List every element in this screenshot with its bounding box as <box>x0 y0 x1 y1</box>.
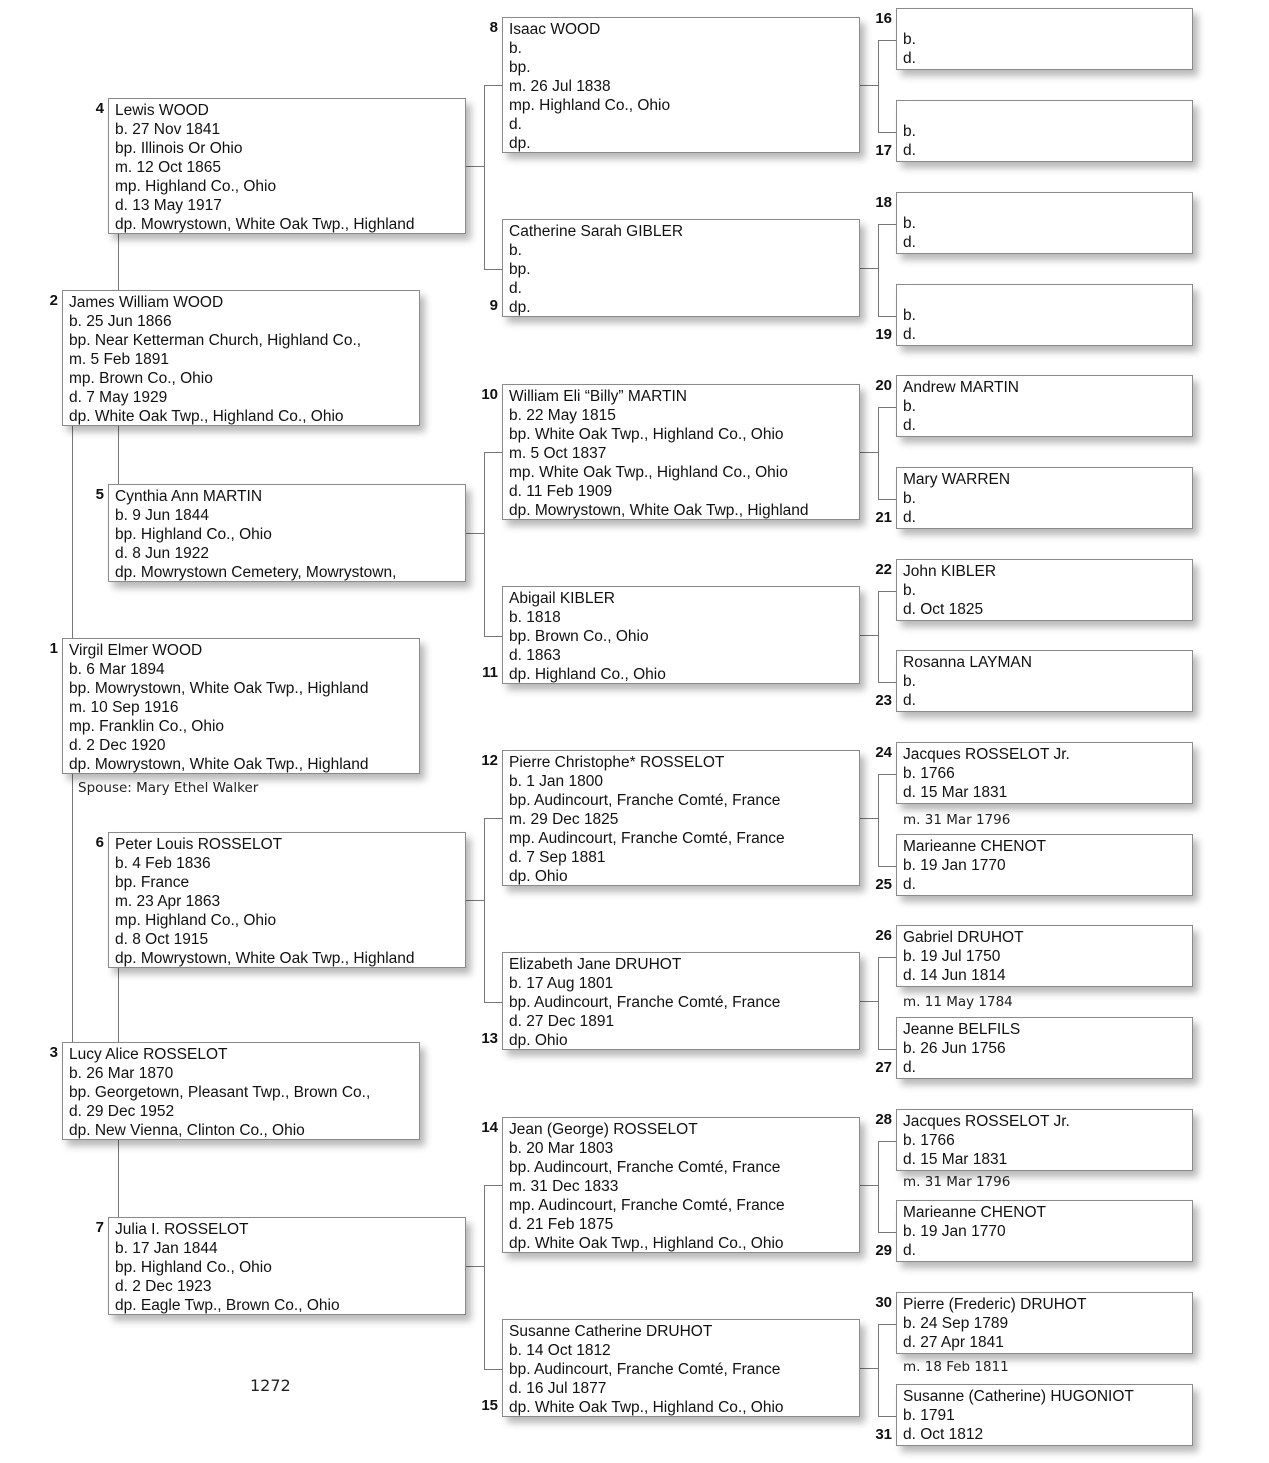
person-box[interactable] <box>502 1117 860 1253</box>
connector-line <box>878 1232 896 1233</box>
ahnentafel-number: 19 <box>875 326 892 343</box>
person-detail: d. <box>903 1059 916 1076</box>
person-box[interactable] <box>896 650 1193 712</box>
person-detail: bp. <box>509 59 531 76</box>
person-box[interactable] <box>896 8 1193 70</box>
person-detail: dp. Mowrystown, White Oak Twp., Highland <box>69 756 369 773</box>
person-detail: d. 15 Mar 1831 <box>903 1151 1008 1168</box>
person-detail: dp. White Oak Twp., Highland Co., Ohio <box>69 408 344 425</box>
ahnentafel-number: 28 <box>875 1111 892 1128</box>
person-detail: bp. Near Ketterman Church, Highland Co., <box>69 332 362 349</box>
connector-line <box>878 957 896 958</box>
person-detail: b. 22 May 1815 <box>509 407 616 424</box>
ahnentafel-number: 1 <box>49 640 58 657</box>
person-detail: b. 1791 <box>903 1407 955 1424</box>
person-name: Andrew MARTIN <box>903 379 1019 396</box>
connector-line <box>466 166 484 167</box>
person-box[interactable] <box>896 100 1193 162</box>
ahnentafel-number: 20 <box>875 377 892 394</box>
connector-line <box>878 407 896 408</box>
person-detail: m. 26 Jul 1838 <box>509 78 611 95</box>
ahnentafel-number: 4 <box>95 100 104 117</box>
person-detail: dp. White Oak Twp., Highland Co., Ohio <box>509 1399 784 1416</box>
connector-line <box>466 900 484 901</box>
person-name: Jeanne BELFILS <box>903 1021 1021 1038</box>
person-name: Jacques ROSSELOT Jr. <box>903 1113 1070 1130</box>
ahnentafel-number: 13 <box>481 1030 498 1047</box>
person-box[interactable] <box>502 219 860 317</box>
person-name: Lucy Alice ROSSELOT <box>69 1046 228 1063</box>
person-detail: d. 2 Dec 1923 <box>115 1278 212 1295</box>
person-detail: b. <box>903 582 916 599</box>
person-box[interactable] <box>896 834 1193 896</box>
ahnentafel-number: 17 <box>875 142 892 159</box>
connector-line <box>878 1049 896 1050</box>
marriage-note: m. 31 Mar 1796 <box>903 1174 1011 1190</box>
person-detail: dp. <box>509 299 531 316</box>
connector-line <box>484 85 485 269</box>
marriage-note: m. 11 May 1784 <box>903 994 1013 1010</box>
person-detail: bp. Brown Co., Ohio <box>509 628 649 645</box>
marriage-note: m. 18 Feb 1811 <box>903 1359 1009 1375</box>
ahnentafel-number: 7 <box>95 1219 104 1236</box>
ahnentafel-number: 6 <box>95 834 104 851</box>
marriage-note: m. 31 Mar 1796 <box>903 812 1011 828</box>
connector-line <box>878 591 896 592</box>
connector-line <box>484 818 502 819</box>
person-detail: mp. Audincourt, Franche Comté, France <box>509 1197 785 1214</box>
person-detail: bp. White Oak Twp., Highland Co., Ohio <box>509 426 784 443</box>
connector-line <box>878 1141 879 1232</box>
connector-line <box>860 452 878 453</box>
person-detail: b. <box>903 307 916 324</box>
person-name: Elizabeth Jane DRUHOT <box>509 956 682 973</box>
person-box[interactable] <box>896 1384 1193 1446</box>
person-detail: b. 24 Sep 1789 <box>903 1315 1009 1332</box>
connector-line <box>860 1001 878 1002</box>
person-detail: d. <box>509 116 522 133</box>
connector-line <box>484 452 502 453</box>
person-detail: dp. Mowrystown, White Oak Twp., Highland <box>509 502 809 519</box>
person-detail: dp. Mowrystown Cemetery, Mowrystown, <box>115 564 397 581</box>
person-detail: b. 17 Jan 1844 <box>115 1240 218 1257</box>
person-detail: d. 16 Jul 1877 <box>509 1380 607 1397</box>
ahnentafel-number: 16 <box>875 10 892 27</box>
connector-line <box>878 682 896 683</box>
person-detail: dp. Ohio <box>509 868 568 885</box>
person-detail: dp. White Oak Twp., Highland Co., Ohio <box>509 1235 784 1252</box>
person-detail: d. 8 Jun 1922 <box>115 545 209 562</box>
person-detail: d. 15 Mar 1831 <box>903 784 1008 801</box>
person-detail: bp. Mowrystown, White Oak Twp., Highland <box>69 680 369 697</box>
connector-line <box>484 1002 502 1003</box>
connector-line <box>118 234 119 290</box>
person-name <box>903 195 1192 214</box>
person-detail: b. <box>509 40 522 57</box>
person-detail: bp. Audincourt, Franche Comté, France <box>509 1361 781 1378</box>
connector-line <box>860 1368 878 1369</box>
connector-line <box>878 1324 879 1416</box>
connector-line <box>878 774 896 775</box>
connector-line <box>484 1369 502 1370</box>
person-detail: mp. Highland Co., Ohio <box>115 178 277 195</box>
person-name: Peter Louis ROSSELOT <box>115 836 283 853</box>
person-name: Cynthia Ann MARTIN <box>115 488 263 505</box>
person-detail: dp. Highland Co., Ohio <box>509 666 666 683</box>
person-detail: d. 27 Dec 1891 <box>509 1013 615 1030</box>
person-detail: b. <box>509 242 522 259</box>
person-name: Rosanna LAYMAN <box>903 654 1032 671</box>
person-name: William Eli “Billy” MARTIN <box>509 388 687 405</box>
person-box[interactable] <box>502 952 860 1050</box>
person-name: Virgil Elmer WOOD <box>69 642 203 659</box>
person-detail: m. 23 Apr 1863 <box>115 893 221 910</box>
ahnentafel-number: 8 <box>489 19 498 36</box>
person-detail: mp. Highland Co., Ohio <box>509 97 671 114</box>
person-detail: bp. Georgetown, Pleasant Twp., Brown Co., <box>69 1084 371 1101</box>
person-detail: b. 9 Jun 1844 <box>115 507 209 524</box>
person-detail: b. 26 Mar 1870 <box>69 1065 174 1082</box>
connector-line <box>118 426 119 484</box>
connector-line <box>484 818 485 1002</box>
connector-line <box>878 1324 896 1325</box>
person-box[interactable] <box>896 925 1193 987</box>
ahnentafel-number: 11 <box>482 664 498 681</box>
person-detail: d. <box>903 234 916 251</box>
person-detail: bp. Audincourt, Franche Comté, France <box>509 994 781 1011</box>
connector-line <box>878 132 896 133</box>
person-detail: b. 19 Jan 1770 <box>903 1223 1006 1240</box>
person-box[interactable] <box>502 1319 860 1417</box>
person-detail: mp. Franklin Co., Ohio <box>69 718 225 735</box>
ahnentafel-number: 18 <box>875 194 892 211</box>
person-box[interactable] <box>896 1292 1193 1354</box>
spouse-note: Spouse: Mary Ethel Walker <box>78 780 259 796</box>
person-detail: m. 5 Oct 1837 <box>509 445 607 462</box>
person-detail: b. 1818 <box>509 609 561 626</box>
person-detail: b. <box>903 215 916 232</box>
person-name: Catherine Sarah GIBLER <box>509 223 684 240</box>
person-detail: mp. White Oak Twp., Highland Co., Ohio <box>509 464 788 481</box>
person-name: Marieanne CHENOT <box>903 1204 1046 1221</box>
person-name: Marieanne CHENOT <box>903 838 1046 855</box>
person-box[interactable] <box>896 742 1193 804</box>
person-name: Julia I. ROSSELOT <box>115 1221 249 1238</box>
person-box[interactable] <box>62 1042 420 1140</box>
person-box[interactable] <box>896 1109 1193 1171</box>
person-name <box>903 103 1192 122</box>
ahnentafel-number: 3 <box>49 1044 58 1061</box>
connector-line <box>118 968 119 1042</box>
person-box[interactable] <box>502 750 860 886</box>
person-detail: d. 1863 <box>509 647 561 664</box>
ahnentafel-number: 27 <box>875 1059 892 1076</box>
person-box[interactable] <box>108 1217 466 1315</box>
person-detail: m. 10 Sep 1916 <box>69 699 179 716</box>
person-detail: d. 29 Dec 1952 <box>69 1103 175 1120</box>
connector-line <box>860 818 878 819</box>
person-detail: bp. France <box>115 874 190 891</box>
connector-line <box>878 316 896 317</box>
ahnentafel-number: 9 <box>489 297 498 314</box>
connector-line <box>878 1141 896 1142</box>
person-detail: d. 27 Apr 1841 <box>903 1334 1004 1351</box>
connector-line <box>118 1140 119 1217</box>
person-name: Pierre Christophe* ROSSELOT <box>509 754 725 771</box>
person-box[interactable] <box>502 17 860 153</box>
person-detail: b. 25 Jun 1866 <box>69 313 172 330</box>
person-detail: b. 20 Mar 1803 <box>509 1140 614 1157</box>
person-detail: b. <box>903 673 916 690</box>
person-box[interactable] <box>502 586 860 684</box>
person-name: Gabriel DRUHOT <box>903 929 1024 946</box>
person-detail: dp. New Vienna, Clinton Co., Ohio <box>69 1122 305 1139</box>
person-box[interactable] <box>896 192 1193 254</box>
person-detail: d. 11 Feb 1909 <box>509 483 613 500</box>
connector-line <box>860 635 878 636</box>
person-detail: bp. Highland Co., Ohio <box>115 1259 272 1276</box>
person-detail: m. 29 Dec 1825 <box>509 811 619 828</box>
person-detail: b. 27 Nov 1841 <box>115 121 221 138</box>
person-box[interactable] <box>896 467 1193 529</box>
person-box[interactable] <box>896 375 1193 437</box>
connector-line <box>484 636 502 637</box>
person-detail: b. 1 Jan 1800 <box>509 773 603 790</box>
connector-line <box>484 269 502 270</box>
person-detail: d. 8 Oct 1915 <box>115 931 209 948</box>
connector-line <box>484 1185 502 1186</box>
person-detail: d. <box>509 280 522 297</box>
ahnentafel-number: 26 <box>875 927 892 944</box>
connector-line <box>878 224 896 225</box>
person-detail: b. 6 Mar 1894 <box>69 661 165 678</box>
person-detail: bp. Illinois Or Ohio <box>115 140 243 157</box>
connector-line <box>878 40 896 41</box>
person-detail: d. 14 Jun 1814 <box>903 967 1006 984</box>
person-detail: d. <box>903 326 916 343</box>
connector-line <box>860 268 878 269</box>
person-name: Lewis WOOD <box>115 102 209 119</box>
connector-line <box>878 591 879 682</box>
ahnentafel-number: 29 <box>875 1242 892 1259</box>
person-name: Jacques ROSSELOT Jr. <box>903 746 1070 763</box>
person-detail: b. 26 Jun 1756 <box>903 1040 1006 1057</box>
person-detail: mp. Audincourt, Franche Comté, France <box>509 830 785 847</box>
ahnentafel-number: 12 <box>481 752 498 769</box>
person-name: Susanne (Catherine) HUGONIOT <box>903 1388 1134 1405</box>
person-detail: d. <box>903 509 916 526</box>
person-box[interactable] <box>896 559 1193 621</box>
person-box[interactable] <box>108 832 466 968</box>
person-detail: dp. Mowrystown, White Oak Twp., Highland <box>115 216 415 233</box>
person-detail: b. <box>903 398 916 415</box>
person-detail: d. 7 May 1929 <box>69 389 168 406</box>
person-detail: dp. <box>509 135 531 152</box>
person-detail: b. 19 Jan 1770 <box>903 857 1006 874</box>
connector-line <box>484 452 485 636</box>
person-detail: b. <box>903 490 916 507</box>
person-detail: d. <box>903 50 916 67</box>
person-detail: d. <box>903 876 916 893</box>
person-name: Jean (George) ROSSELOT <box>509 1121 698 1138</box>
connector-line <box>878 774 879 866</box>
person-detail: bp. Audincourt, Franche Comté, France <box>509 1159 781 1176</box>
person-box[interactable] <box>108 484 466 582</box>
person-box[interactable] <box>502 384 860 520</box>
person-detail: d. <box>903 692 916 709</box>
connector-line <box>878 1416 896 1417</box>
person-detail: m. 31 Dec 1833 <box>509 1178 619 1195</box>
person-box[interactable] <box>896 1200 1193 1262</box>
person-detail: dp. Mowrystown, White Oak Twp., Highland <box>115 950 415 967</box>
ahnentafel-number: 24 <box>875 744 892 761</box>
ahnentafel-number: 22 <box>875 561 892 578</box>
ahnentafel-number: 10 <box>481 386 498 403</box>
person-detail: bp. Audincourt, Franche Comté, France <box>509 792 781 809</box>
person-detail: d. <box>903 417 916 434</box>
connector-line <box>878 40 879 132</box>
person-detail: d. 13 May 1917 <box>115 197 222 214</box>
ahnentafel-number: 15 <box>481 1397 498 1414</box>
ahnentafel-number: 25 <box>875 876 892 893</box>
connector-line <box>878 866 896 867</box>
person-name <box>903 287 1192 306</box>
connector-line <box>878 499 896 500</box>
connector-line <box>860 85 878 86</box>
person-name: Susanne Catherine DRUHOT <box>509 1323 713 1340</box>
person-detail: b. <box>903 31 916 48</box>
connector-line <box>484 85 502 86</box>
ahnentafel-number: 2 <box>49 292 58 309</box>
person-name: John KIBLER <box>903 563 997 580</box>
connector-line <box>878 224 879 316</box>
connector-line <box>484 1185 485 1369</box>
person-detail: d. 2 Dec 1920 <box>69 737 166 754</box>
person-detail: bp. Highland Co., Ohio <box>115 526 272 543</box>
person-box[interactable] <box>62 638 420 774</box>
person-detail: d. Oct 1812 <box>903 1426 984 1443</box>
person-box[interactable] <box>896 1017 1193 1079</box>
person-detail: d. Oct 1825 <box>903 601 984 618</box>
person-detail: bp. <box>509 261 531 278</box>
person-name: Pierre (Frederic) DRUHOT <box>903 1296 1087 1313</box>
connector-line <box>878 407 879 499</box>
person-detail: d. 21 Feb 1875 <box>509 1216 614 1233</box>
ahnentafel-number: 31 <box>875 1426 892 1443</box>
person-detail: mp. Brown Co., Ohio <box>69 370 213 387</box>
person-name: James William WOOD <box>69 294 224 311</box>
ahnentafel-number: 23 <box>875 692 892 709</box>
person-box[interactable] <box>108 98 466 234</box>
person-detail: b. 19 Jul 1750 <box>903 948 1001 965</box>
person-name <box>903 11 1192 30</box>
person-detail: d. 7 Sep 1881 <box>509 849 606 866</box>
connector-line <box>466 533 484 534</box>
connector-line <box>878 957 879 1049</box>
person-detail: b. 14 Oct 1812 <box>509 1342 611 1359</box>
connector-line <box>466 1266 484 1267</box>
ahnentafel-number: 21 <box>875 509 892 526</box>
connector-line <box>860 1185 878 1186</box>
person-detail: mp. Highland Co., Ohio <box>115 912 277 929</box>
person-detail: m. 12 Oct 1865 <box>115 159 221 176</box>
person-detail: dp. Eagle Twp., Brown Co., Ohio <box>115 1297 340 1314</box>
ahnentafel-number: 5 <box>95 486 104 503</box>
person-detail: b. <box>903 123 916 140</box>
person-name: Isaac WOOD <box>509 21 601 38</box>
person-name: Abigail KIBLER <box>509 590 615 607</box>
person-detail: b. 17 Aug 1801 <box>509 975 614 992</box>
person-detail: d. <box>903 1242 916 1259</box>
person-name: Mary WARREN <box>903 471 1011 488</box>
person-detail: m. 5 Feb 1891 <box>69 351 169 368</box>
person-detail: b. 4 Feb 1836 <box>115 855 211 872</box>
ahnentafel-number: 30 <box>875 1294 892 1311</box>
person-box[interactable] <box>62 290 420 426</box>
person-detail: b. 1766 <box>903 765 955 782</box>
person-box[interactable] <box>896 284 1193 346</box>
person-detail: b. 1766 <box>903 1132 955 1149</box>
page-number: 1272 <box>250 1376 291 1395</box>
ahnentafel-number: 14 <box>481 1119 498 1136</box>
person-detail: d. <box>903 142 916 159</box>
person-detail: dp. Ohio <box>509 1032 568 1049</box>
